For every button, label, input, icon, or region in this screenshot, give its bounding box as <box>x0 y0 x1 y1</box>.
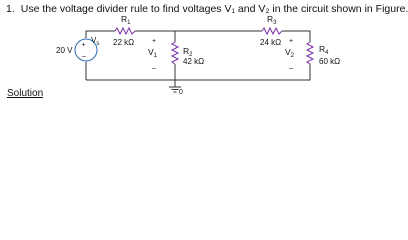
v1-name-label: $V_1$ <box>148 47 158 59</box>
resistor-r3-icon <box>262 28 282 34</box>
v1-minus-sign: – <box>152 65 156 72</box>
r2-value-label: 42 kΩ <box>183 57 205 66</box>
question-body: Use the voltage divider rule to find voltages V₁ and V₂ in the circuit shown in Figure. <box>20 3 408 15</box>
r3-name-label: $R_3$ <box>267 14 277 26</box>
r4-name-label: $R_4$ <box>319 44 329 56</box>
v2-name-label: $V_2$ <box>285 47 295 59</box>
r3-value-label: 24 kΩ <box>260 38 282 47</box>
v2-minus-sign: – <box>289 65 293 72</box>
source-plus-sign: + <box>81 42 86 49</box>
source-name-label: $V_s$ <box>91 36 100 47</box>
r1-name-label: $R_1$ <box>121 14 131 26</box>
r4-value-label: 60 kΩ <box>319 57 341 66</box>
v2-plus-sign: + <box>289 38 294 45</box>
ground-node-label: 0 <box>179 89 183 96</box>
resistor-r2-icon <box>172 42 178 64</box>
source-value-label: 20 V <box>56 46 73 55</box>
v1-plus-sign: + <box>152 38 157 45</box>
solution-link[interactable]: Solution <box>7 88 44 99</box>
resistor-r4-icon <box>307 42 313 64</box>
circuit-diagram <box>0 0 350 113</box>
r1-value-label: 22 kΩ <box>113 38 135 47</box>
r2-name-label: $R_2$ <box>183 46 193 58</box>
question-number: 1. <box>6 3 15 15</box>
source-minus-sign: – <box>82 53 86 60</box>
resistor-r1-icon <box>115 28 135 34</box>
